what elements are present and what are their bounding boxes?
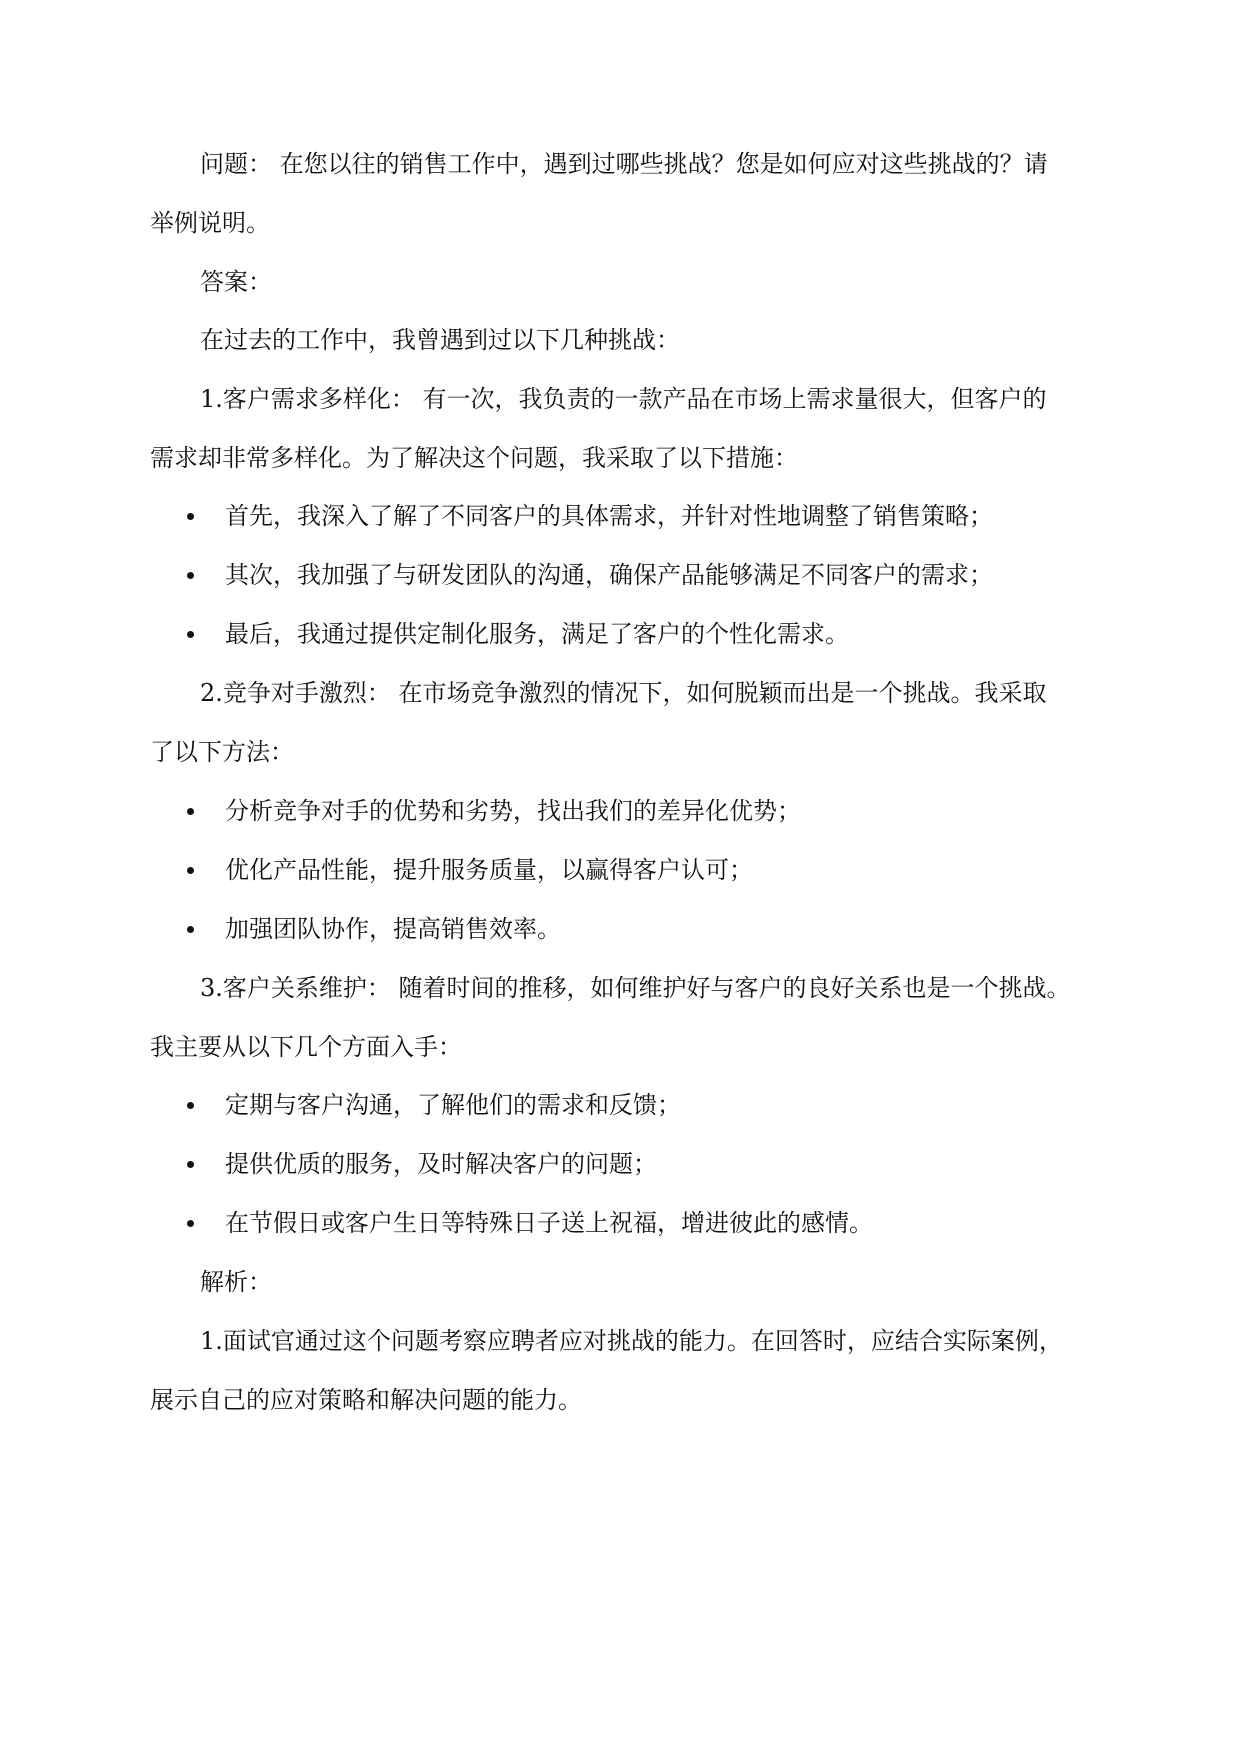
- bullet-icon: [187, 1220, 194, 1227]
- bullet-icon: [187, 926, 194, 933]
- analysis-label: 解析：: [200, 1268, 272, 1296]
- bullet-icon: [187, 1161, 194, 1168]
- question-line-2: 举例说明。: [150, 209, 270, 237]
- section-2-bullet-2: 优化产品性能，提升服务质量，以赢得客户认可；: [225, 856, 753, 884]
- analysis-line-1: 1.面试官通过这个问题考察应聘者应对挑战的能力。在回答时，应结合实际案例，: [200, 1327, 1063, 1355]
- section-2-heading-line-1: 2.竞争对手激烈： 在市场竞争激烈的情况下，如何脱颖而出是一个挑战。我采取: [200, 679, 1047, 707]
- analysis-line-2: 展示自己的应对策略和解决问题的能力。: [150, 1386, 582, 1414]
- section-3-bullet-1: 定期与客户沟通，了解他们的需求和反馈；: [225, 1091, 681, 1119]
- section-1-heading-line-2: 需求却非常多样化。为了解决这个问题，我采取了以下措施：: [150, 444, 798, 472]
- section-2-heading-line-2: 了以下方法：: [150, 738, 294, 766]
- section-1-heading-line-1: 1.客户需求多样化： 有一次，我负责的一款产品在市场上需求量很大，但客户的: [200, 385, 1047, 413]
- bullet-icon: [187, 808, 194, 815]
- section-1-bullet-2: 其次，我加强了与研发团队的沟通，确保产品能够满足不同客户的需求；: [225, 561, 993, 589]
- answer-label: 答案：: [200, 268, 272, 296]
- section-2-bullet-3: 加强团队协作，提高销售效率。: [225, 915, 561, 943]
- section-3-bullet-2: 提供优质的服务，及时解决客户的问题；: [225, 1150, 657, 1178]
- bullet-icon: [187, 631, 194, 638]
- section-3-heading-line-1: 3.客户关系维护： 随着时间的推移，如何维护好与客户的良好关系也是一个挑战。: [200, 974, 1071, 1002]
- bullet-icon: [187, 572, 194, 579]
- question-line-1: 问题： 在您以往的销售工作中，遇到过哪些挑战？您是如何应对这些挑战的？请: [200, 150, 1048, 178]
- bullet-icon: [187, 513, 194, 520]
- bullet-icon: [187, 1102, 194, 1109]
- section-3-bullet-3: 在节假日或客户生日等特殊日子送上祝福，增进彼此的感情。: [225, 1209, 873, 1237]
- section-1-bullet-3: 最后，我通过提供定制化服务，满足了客户的个性化需求。: [225, 620, 849, 648]
- section-2-bullet-1: 分析竞争对手的优势和劣势，找出我们的差异化优势；: [225, 797, 801, 825]
- answer-intro: 在过去的工作中，我曾遇到过以下几种挑战：: [200, 326, 680, 354]
- section-1-bullet-1: 首先，我深入了解了不同客户的具体需求，并针对性地调整了销售策略；: [225, 502, 993, 530]
- bullet-icon: [187, 867, 194, 874]
- section-3-heading-line-2: 我主要从以下几个方面入手：: [150, 1033, 462, 1061]
